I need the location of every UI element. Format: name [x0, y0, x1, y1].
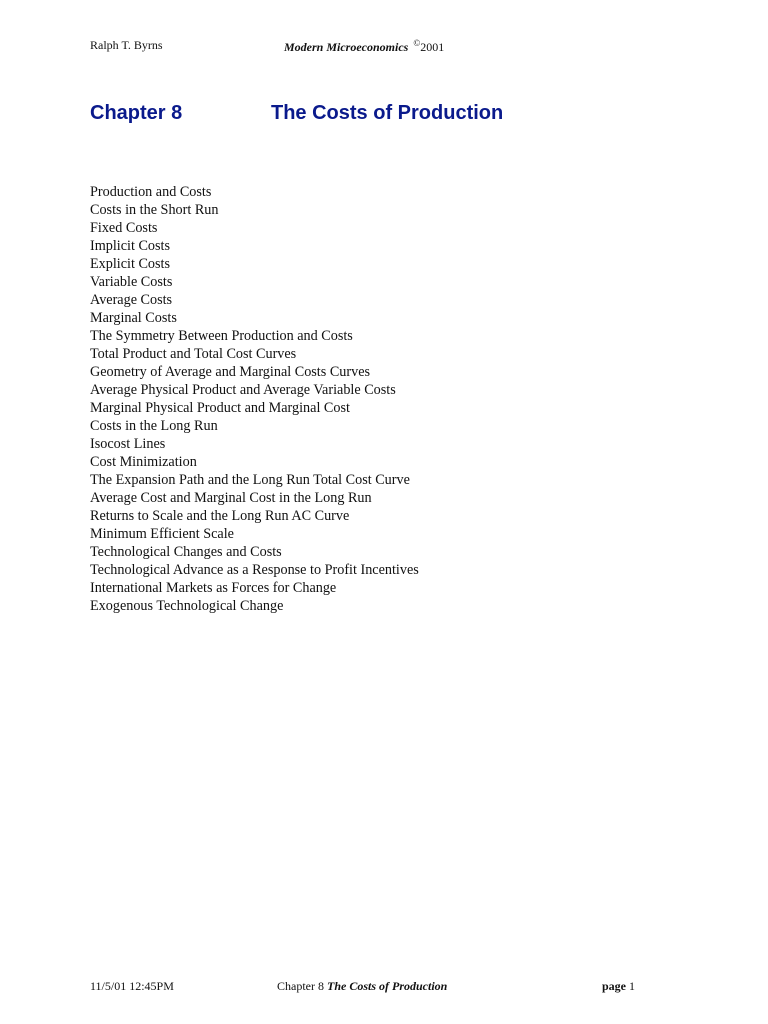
chapter-title: The Costs of Production — [271, 102, 504, 124]
page-header — [90, 38, 690, 54]
copyright-year: 2001 — [420, 40, 445, 54]
toc-item: The Expansion Path and the Long Run Total Cost Curve — [90, 472, 410, 488]
book-citation — [284, 38, 444, 55]
toc-item: Average Physical Product and Average Variable Costs — [90, 382, 396, 398]
toc-item: Production and Costs — [90, 184, 212, 200]
toc-item: The Symmetry Between Production and Costs — [90, 328, 353, 344]
page-footer — [90, 979, 635, 995]
page-label: page — [602, 979, 626, 993]
book-title: Modern Microeconomics — [284, 40, 409, 54]
toc-item: Cost Minimization — [90, 454, 197, 470]
footer-chapter — [277, 979, 447, 994]
page-number — [602, 979, 635, 994]
toc-item: Fixed Costs — [90, 220, 158, 236]
toc-item: Technological Advance as a Response to Profit Incentives — [90, 562, 419, 578]
print-timestamp: 11/5/01 12:45PM — [90, 979, 174, 993]
toc-item: Minimum Efficient Scale — [90, 526, 234, 542]
table-of-contents — [90, 183, 419, 615]
toc-item: Costs in the Long Run — [90, 418, 218, 434]
toc-item: Explicit Costs — [90, 256, 171, 272]
toc-item: International Markets as Forces for Change — [90, 580, 337, 596]
toc-item: Marginal Costs — [90, 310, 177, 326]
toc-item: Returns to Scale and the Long Run AC Curve — [90, 508, 350, 524]
toc-item: Average Costs — [90, 292, 173, 308]
toc-item: Total Product and Total Cost Curves — [90, 346, 297, 362]
author-name: Ralph T. Byrns — [90, 38, 163, 52]
footer-chapter-title: The Costs of Production — [327, 979, 448, 993]
chapter-number: Chapter 8 — [90, 102, 183, 124]
toc-item: Isocost Lines — [90, 436, 166, 452]
toc-item: Exogenous Technological Change — [90, 598, 284, 614]
toc-item: Costs in the Short Run — [90, 202, 219, 218]
footer-chapter-label: Chapter 8 — [277, 979, 324, 993]
toc-item: Variable Costs — [90, 274, 173, 290]
toc-item: Average Cost and Marginal Cost in the Long Run — [90, 490, 372, 506]
toc-item: Implicit Costs — [90, 238, 171, 254]
toc-item: Geometry of Average and Marginal Costs Curves — [90, 364, 371, 380]
copyright-symbol: © — [413, 38, 421, 48]
page-number-value: 1 — [629, 979, 635, 993]
toc-item: Marginal Physical Product and Marginal Cost — [90, 400, 350, 416]
toc-item: Technological Changes and Costs — [90, 544, 282, 560]
